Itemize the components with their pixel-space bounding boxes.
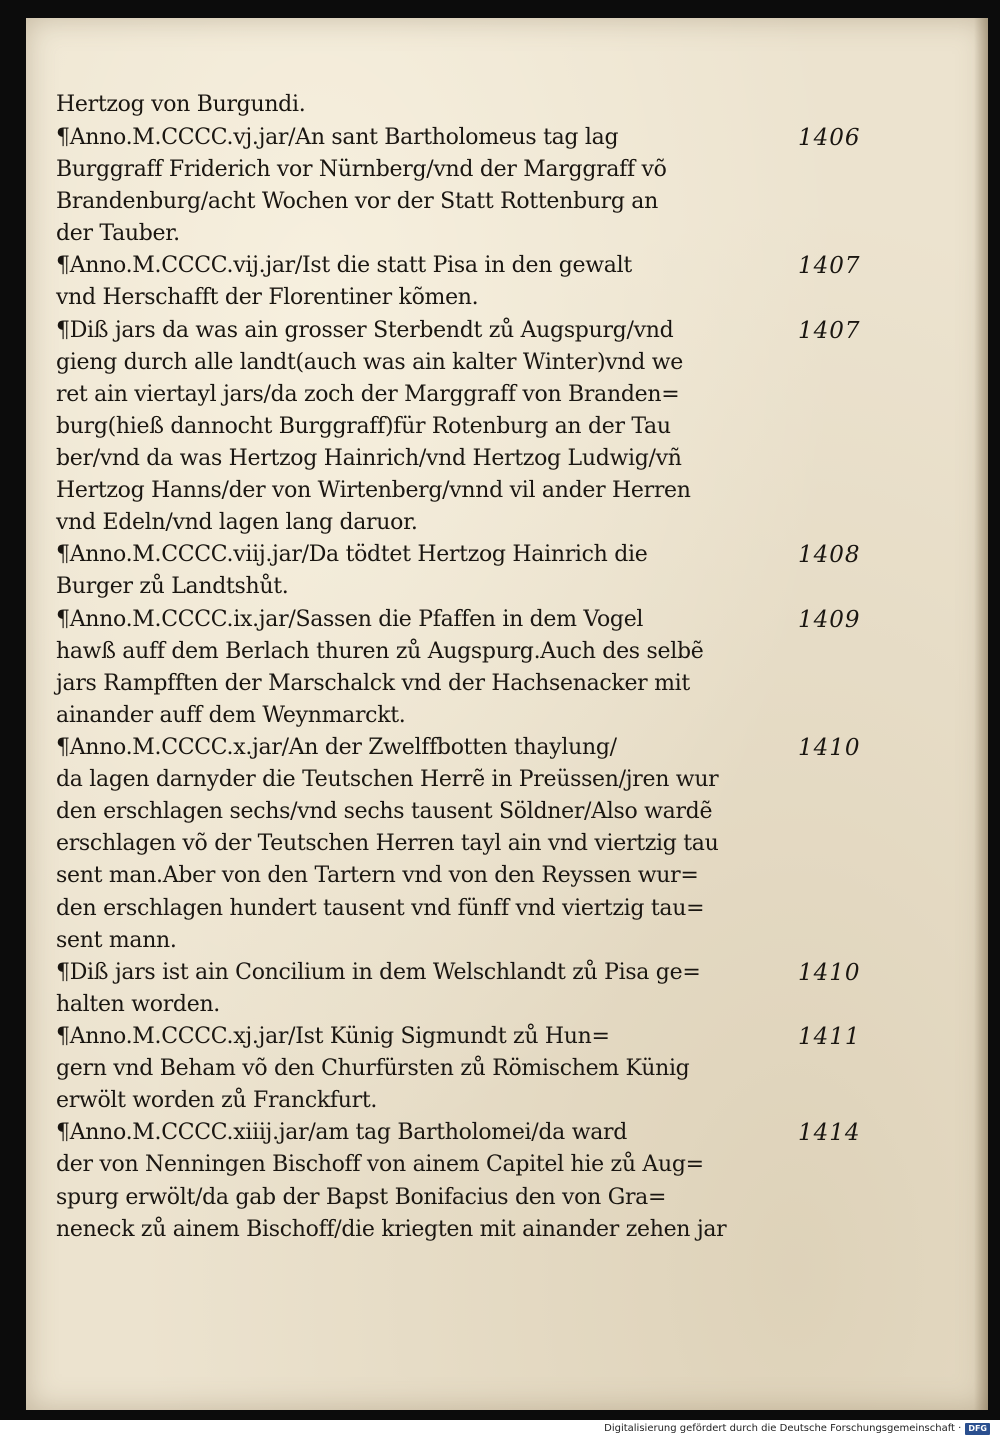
funding-footer: [604, 1422, 990, 1436]
margin-year: 1408: [798, 542, 861, 568]
text-line: spurg erwölt/da gab der Bapst Bonifacius den von Gra=: [56, 1185, 667, 1210]
text-line: ¶Anno.M.CCCC.ix.jar/Sassen die Pfaffen in dem Vogel: [56, 607, 644, 632]
text-line: ¶Anno.M.CCCC.vij.jar/Ist die statt Pisa in den gewalt: [56, 253, 632, 278]
text-line: ¶Anno.M.CCCC.xiiij.jar/am tag Bartholomei/da ward: [56, 1120, 628, 1145]
text-line: gern vnd Beham võ den Churfürsten zů Römischem Künig: [56, 1056, 690, 1081]
text-line: ¶Diß jars da was ain grosser Sterbendt zů Augspurg/vnd: [56, 318, 674, 343]
text-line: Hertzog Hanns/der von Wirtenberg/vnnd vil ander Herren: [56, 478, 691, 503]
text-line: sent mann.: [56, 928, 177, 953]
margin-year: 1410: [798, 735, 861, 761]
funding-credit-text: Digitalisierung gefördert durch die Deutsche Forschungsgemeinschaft ·: [604, 1423, 962, 1434]
text-line: der von Nenningen Bischoff von ainem Capitel hie zů Aug=: [56, 1152, 704, 1177]
dfg-logo: DFG: [965, 1423, 990, 1435]
text-line: den erschlagen hundert tausent vnd fünff vnd viertzig tau=: [56, 896, 705, 921]
text-line: jars Rampfften der Marschalck vnd der Hachsenacker mit: [56, 671, 690, 696]
text-line: ¶Anno.M.CCCC.viij.jar/Da tödtet Hertzog Hainrich die: [56, 542, 648, 567]
text-line: sent man.Aber von den Tartern vnd von den Reyssen wur=: [56, 863, 699, 888]
margin-year: 1407: [798, 318, 861, 344]
text-line: erschlagen võ der Teutschen Herren tayl ain vnd viertzig tau: [56, 831, 719, 856]
text-line: vnd Herschafft der Florentiner kõmen.: [56, 285, 479, 310]
margin-year: 1406: [798, 125, 861, 151]
text-line: ¶Anno.M.CCCC.xj.jar/Ist Künig Sigmundt zů Hun=: [56, 1024, 610, 1049]
text-line: burg(hieß dannocht Burggraff)für Rotenburg an der Tau: [56, 414, 671, 439]
text-line: Burggraff Friderich vor Nürnberg/vnd der Marggraff võ: [56, 157, 667, 182]
text-line: da lagen darnyder die Teutschen Herrẽ in Preüssen/jren wur: [56, 767, 719, 792]
margin-year: 1410: [798, 960, 861, 986]
text-line: halten worden.: [56, 992, 221, 1017]
text-line: Burger zů Landtshůt.: [56, 574, 289, 599]
margin-year: 1407: [798, 253, 861, 279]
margin-year: 1414: [798, 1120, 861, 1146]
text-line: hawß auff dem Berlach thuren zů Augspurg.Auch des selbẽ: [56, 639, 704, 664]
text-line: erwölt worden zů Franckfurt.: [56, 1088, 378, 1113]
text-line: ¶Anno.M.CCCC.x.jar/An der Zwelffbotten thaylung/: [56, 735, 617, 760]
text-line: gieng durch alle landt(auch was ain kalter Winter)vnd we: [56, 350, 683, 375]
text-line: den erschlagen sechs/vnd sechs tausent Söldner/Also wardẽ: [56, 799, 713, 824]
book-page: [26, 18, 988, 1410]
text-line: Hertzog von Burgundi.: [56, 92, 306, 117]
text-line: ainander auff dem Weynmarckt.: [56, 703, 406, 728]
text-line: der Tauber.: [56, 221, 180, 246]
text-line: vnd Edeln/vnd lagen lang daruor.: [56, 510, 418, 535]
page-edge-shadow: [974, 18, 988, 1410]
text-line: ber/vnd da was Hertzog Hainrich/vnd Hertzog Ludwig/vñ: [56, 446, 682, 471]
text-line: neneck zů ainem Bischoff/die kriegten mit ainander zehen jar: [56, 1217, 727, 1242]
margin-year: 1409: [798, 607, 861, 633]
text-line: ret ain viertayl jars/da zoch der Marggraff von Branden=: [56, 382, 680, 407]
text-line: ¶Diß jars ist ain Concilium in dem Welschlandt zů Pisa ge=: [56, 960, 701, 985]
text-line: Brandenburg/acht Wochen vor der Statt Rottenburg an: [56, 189, 658, 214]
margin-year: 1411: [798, 1024, 861, 1050]
text-line: ¶Anno.M.CCCC.vj.jar/An sant Bartholomeus tag lag: [56, 125, 619, 150]
